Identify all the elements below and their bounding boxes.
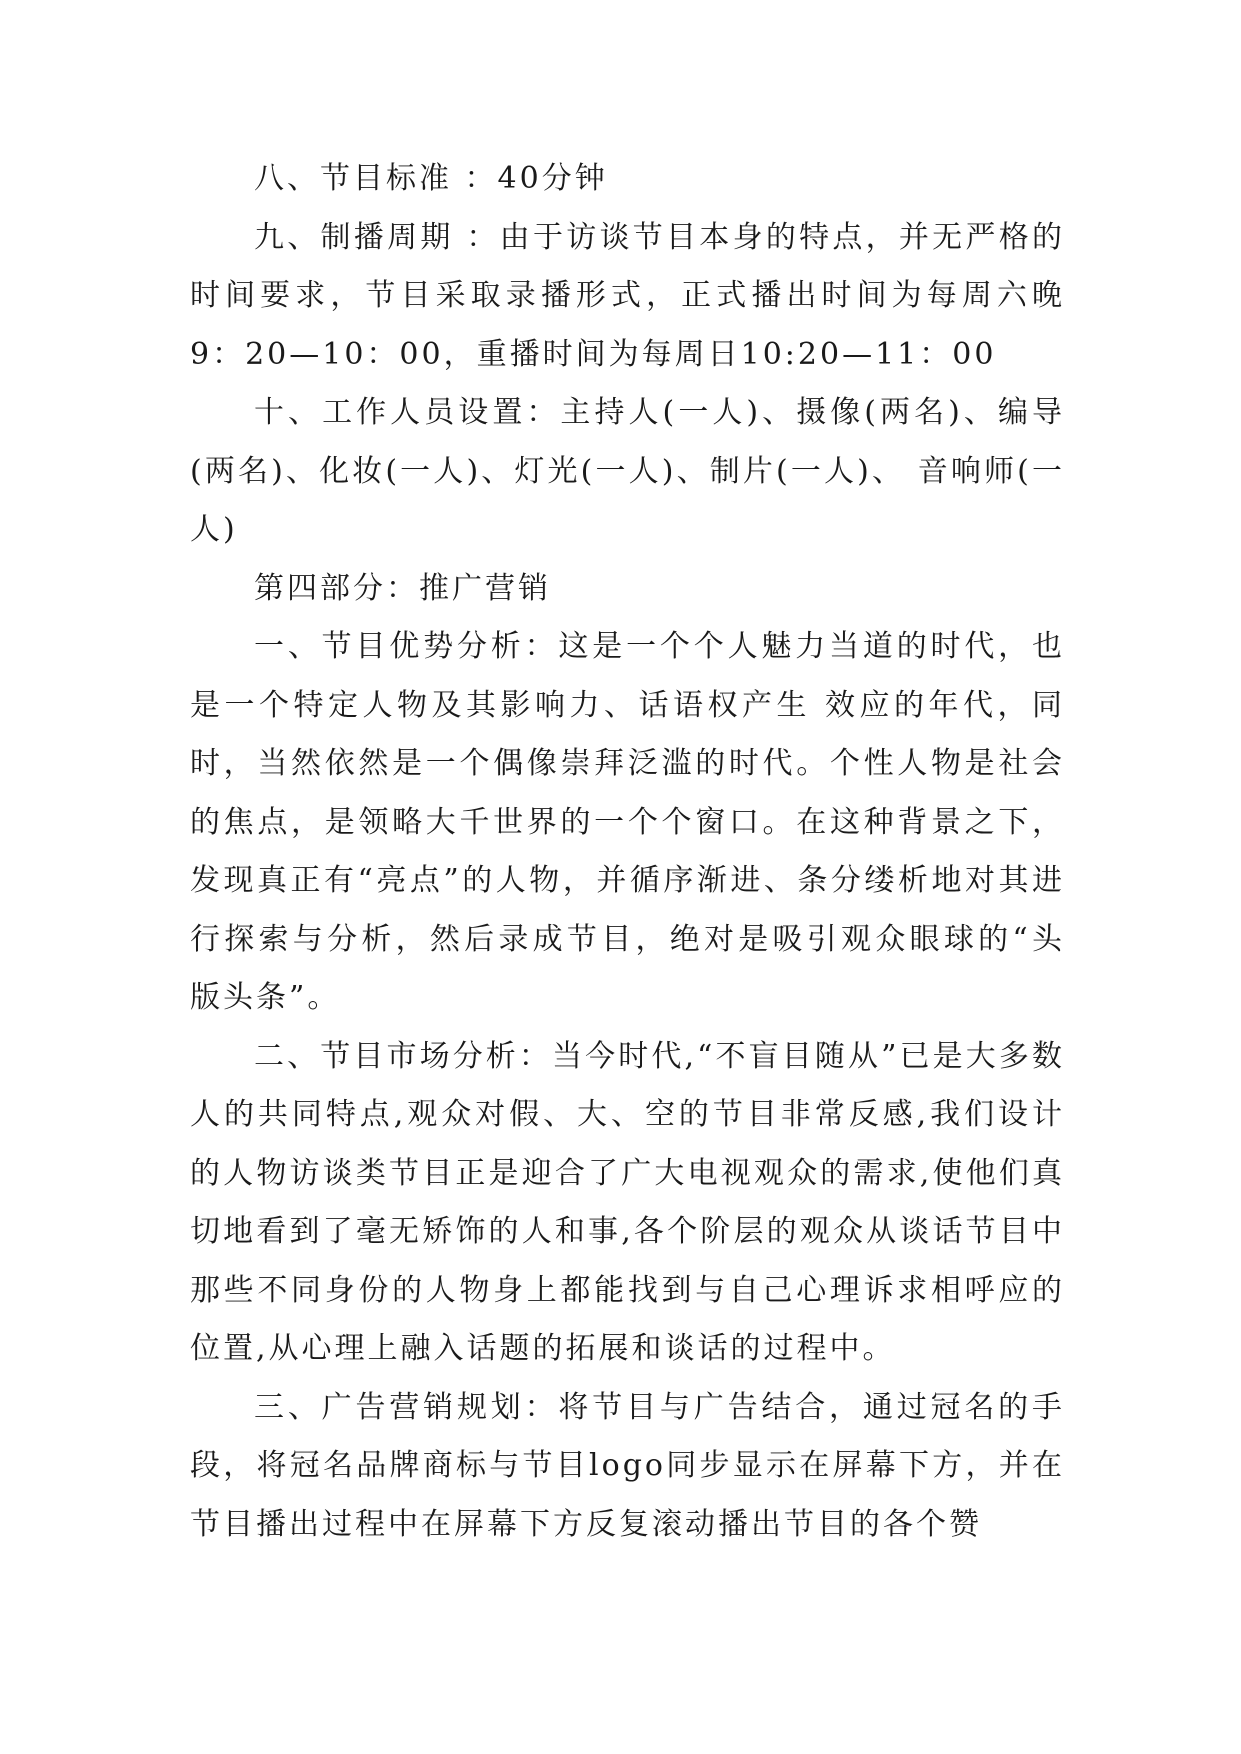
paragraph-broadcast-cycle: 九、制播周期 ：由于访谈节目本身的特点，并无严格的时间要求，节目采取录播形式，正式播出时间为每周六晚9：20—10：00，重播时间为每周日10:20—11：00 [190, 219, 1065, 372]
paragraph-ad-marketing-plan: 三、广告营销规划：将节目与广告结合，通过冠名的手段，将冠名品牌商标与节目logo同步显示在屏幕下方，并在节目播出过程中在屏幕下方反复滚动播出节目的各个赞 [190, 1389, 1065, 1542]
paragraph-staff-setup: 十、工作人员设置：主持人(一人)、摄像(两名)、编导(两名)、化妆(一人)、灯光(一人)、制片(一人)、 音响师(一人) [190, 395, 1065, 547]
document-page [190, 150, 1065, 1650]
paragraph-market-analysis: 二、节目市场分析：当今时代,“不盲目随从”已是大多数人的共同特点,观众对假、大、空的节目非常反感,我们设计的人物访谈类节目正是迎合了广大电视观众的需求,使他们真切地看到了毫无矫饰的人和事,各个阶层的观众从谈话节目中那些不同身份的人物身上都能找到与自己心理诉求相呼应的位置,从心理上融入话题的拓展和谈话的过程中。 [190, 1038, 1065, 1366]
paragraph-program-length: 八、节目标准 ：40分钟 [254, 161, 608, 196]
section-heading-promotion: 第四部分：推广营销 [254, 570, 551, 606]
paragraph-advantage-analysis: 一、节目优势分析：这是一个个人魅力当道的时代，也是一个特定人物及其影响力、话语权产生 效应的年代，同时，当然依然是一个偶像崇拜泛滥的时代。个性人物是社会的焦点，是领略大千世界的一个个窗口。在这种背景之下，发现真正有“亮点”的人物，并循序渐进、条分缕析地对其进行探索与分析，然后录成节目，绝对是吸引观众眼球的“头版头条”。 [190, 629, 1065, 1015]
